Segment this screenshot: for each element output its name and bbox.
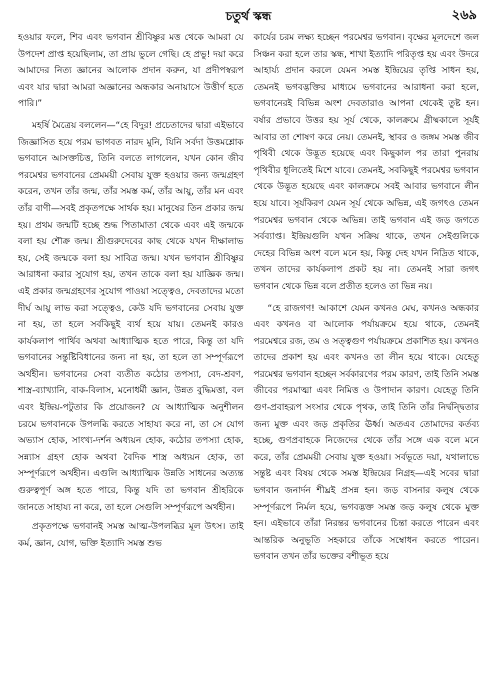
paragraph: প্রকৃতপক্ষে ভগবানই সমস্ত আত্ম-উপলব্ধির মূল উৎস। তাই কর্ম, জ্ঞান, যোগ, ভক্তি ইত্যাদি সমস্ত শুভ [18,522,244,549]
page-number: ২৬৯ [451,8,477,23]
right-column [254,30,480,569]
paragraph: “হে রাজগণ! আকাশে যেমন কখনও মেঘ, কখনও অন্ধকার এবং কখনও বা আলোক পর্যায়ক্রমে হয়ে থাকে, তেমনই পরমেশ্বরে রজ, তম ও সত্ত্বগুণ পর্যায়ক্রমে প্রকাশিত হয়। কখনও তাদের প্রকাশ হয় এবং কখনও তা লীন হয়ে থাকে। যেহেতু পরমেশ্বর ভগবান হচ্ছেন সর্বকারণের পরম কারণ, তাই তিনি সমস্ত জীবের পরমাত্মা এবং নিমিত্ত ও উপাদান কারণ। যেহেতু তিনি গুণ-প্রবাহরূপ সংসার থেকে পৃথক, তাই তিনি তাঁর নির্দ্বন্দ্বিতার জন্য মুক্ত এবং জড় প্রকৃতির ঊর্ধ্ব। অতএব তোমাদের কর্তব্য হচ্ছে, গুণপ্রবাহকে নিজেদের থেকে তাঁর সঙ্গে এক বলে মনে করে, তাঁর প্রেমময়ী সেবায় যুক্ত হওয়া। সর্বভূতে দয়া, যথালাভে সন্তুষ্ট এবং বিষয় থেকে সমস্ত ইন্দ্রিয়ের নিগ্রহ—এই সবের দ্বারা ভগবান জনার্দন শীঘ্রই প্রসন্ন হন। জড় বাসনার কলুষ থেকে সম্পূর্ণরূপে নির্মল হয়ে, ভগবদ্ভক্ত সমস্ত জড় কলুষ থেকে মুক্ত হন। এইভাবে তাঁরা নিরন্তর ভগবানের চিন্তা করতে পারেন এবং আন্তরিক অনুভূতি সহকারে তাঁকে সম্বোধন করতে পারেন। ভগবান তখন তাঁর ভক্তের বশীভূত হয়ে [253,303,479,563]
paragraph: মহর্ষি মৈত্রেয় বললেন—“হে বিদুর! প্রচেতাদের দ্বারা এইভাবে জিজ্ঞাসিত হয়ে পরম ভাগবত নারদ মুনি, যিনি সর্বদা উত্তমশ্লোক ভগবানে আসক্তচিত্ত, তিনি বলতে লাগলেন, যখন কোন জীব পরমেশ্বর ভগবানের প্রেমময়ী সেবায় যুক্ত হওয়ার জন্য জন্মগ্রহণ করেন, তখন তাঁর জন্ম, তাঁর সমস্ত কর্ম, তাঁর আয়ু, তাঁর মন এবং তাঁর বাণী—সবই প্রকৃতপক্ষে সার্থক হয়। মানুষের তিন প্রকার জন্ম হয়। প্রথম জন্মটি হচ্ছে শুদ্ধ পিতামাতা থেকে এবং এই জন্মকে বলা হয় শৌক্র জন্ম। শ্রীগুরুদেবের কাছ থেকে যখন দীক্ষালাভ হয়, সেই জন্মকে বলা হয় সাবিত্র জন্ম। যখন ভগবান শ্রীবিষ্ণুর আরাধনা করার সুযোগ হয়, তখন তাকে বলা হয় যাজ্ঞিক জন্ম। এই প্রকার জন্মগ্রহণের সুযোগ পাওয়া সত্ত্বেও, দেবতাদের মতো দীর্ঘ আয়ু লাভ করা সত্ত্বেও, কেউ যদি ভগবানের সেবায় যুক্ত না হয়, তা হলে সর্বকিছুই ব্যর্থ হয়ে যায়। তেমনই কারও কার্যকলাপ পার্থিব অথবা আধ্যাত্মিক হতে পারে, কিন্তু তা যদি ভগবানের সন্তুষ্টিবিধানের জন্য না হয়, তা হলে তা সম্পূর্ণরূপে অর্থহীন। ভগবানের সেবা ব্যতীত কঠোর তপস্যা, বেদ-শ্রবণ, শাস্ত্র-ব্যাখ্যানি, বাক-বিলাস, মনোধর্মী জ্ঞান, উন্নত বুদ্ধিমত্তা, বল এবং ইন্দ্রিয়-পটুতার কি প্রয়োজন? যে আধ্যাত্মিক অনুশীলন চরমে ভগবানকে উপলব্ধি করতে সাহায্য করে না, তা সে যোগ অভ্যাস হোক, সাংখ্য-দর্শন অধ্যয়ন হোক, কঠোর তপস্যা হোক, সন্ন্যাস গ্রহণ হোক অথবা বৈদিক শাস্ত্র অধ্যয়ন হোক, তা সম্পূর্ণরূপে অর্থহীন। এগুলি আধ্যাত্মিক উন্নতি সাধনের অত্যন্ত গুরুত্বপূর্ণ অঙ্গ হতে পারে, কিন্তু যদি তা ভগবান শ্রীহরিকে জানতে সাহায্য না করে, তা হলে সেগুলি সম্পূর্ণরূপে অর্থহীন। [18,120,244,513]
running-title: চতুর্থ স্কন্ধ [225,9,272,23]
paragraph: হওয়ার ফলে, শিব এবং ভগবান শ্রীবিষ্ণুর মত্ত থেকে আমরা যে উপদেশ প্রাপ্ত হয়েছিলাম, তা প্রায় ভুলে গেছি। হে প্রভু! দয়া করে আমাদের নিত্য জ্ঞানের আলোক প্রদান করুন, যা প্রদীপস্বরূপ এবং যার দ্বারা আমরা অজ্ঞানের অন্ধকার অনায়াসে উত্তীর্ণ হতে পারি।” [18,33,244,110]
text-columns [18,30,479,569]
paragraph: কার্যের চরম লক্ষ্য হচ্ছেন পরমেশ্বর ভগবান। বৃক্ষের মূলদেশে জল সিঞ্চন করা হলে তার স্কন্ধ, শাখা ইত্যাদি পরিতৃপ্ত হয় এবং উদরে আহার্য্য প্রদান করলে যেমন সমস্ত ইন্দ্রিয়ের তৃপ্তি সাধন হয়, তেমনই ভগবদ্ভক্তির মাধ্যমে ভগবানের আরাধনা করা হলে, ভগবানেরই বিভিন্ন অংশ দেবতারাও আপনা থেকেই তুষ্ট হন। বর্ষার প্রভাবে উত্তর হয় সূর্য থেকে, কালক্রমে গ্রীষ্মকালে সূর্যই আবার তা শোষণ করে নেয়। তেমনই, স্থাবর ও জঙ্গম সমস্ত জীব পৃথিবী থেকে উদ্ভূত হয়েছে এবং কিছুকাল পর তারা পুনরায় পৃথিবীর ধূলিতেই মিশে যাবে। তেমনই, সবকিছুই পরমেশ্বর ভগবান থেকে উদ্ভূত হয়েছে এবং কালক্রমে সবই আবার ভগবানে লীন হয়ে যাবে। সূর্যকিরণ যেমন সূর্য থেকে অভিন্ন, এই জগৎও তেমন পরমেশ্বর ভগবান থেকে অভিন্ন। তাই ভগবান এই জড় জগতে সর্বব্যাপ্ত। ইন্দ্রিয়গুলি যখন সক্রিয় থাকে, তখন সেইগুলিকে দেহের বিভিন্ন অংশ বলে মনে হয়, কিন্তু দেহ যখন নিদ্রিত থাকে, তখন তাদের কার্যকলাপ প্রকট হয় না। তেমনই সারা জগৎ ভগবান থেকে ভিন্ন বলে প্রতীত হলেও তা ভিন্ন নয়। [253,33,479,292]
left-column [18,30,244,569]
page-header [18,6,479,28]
